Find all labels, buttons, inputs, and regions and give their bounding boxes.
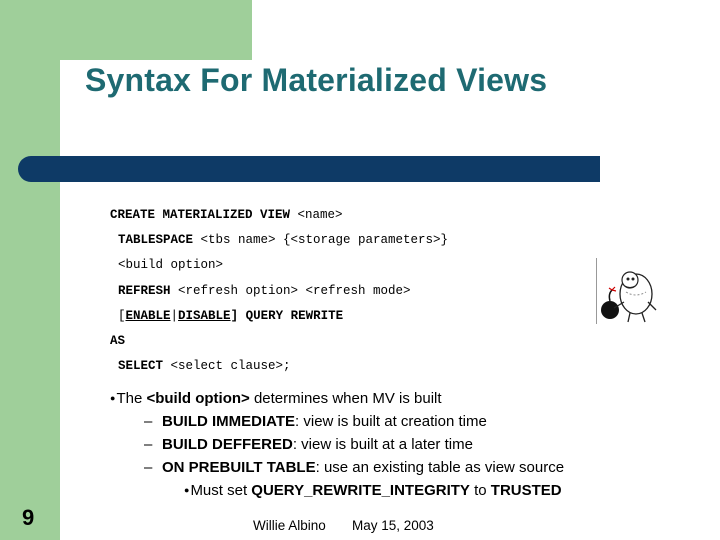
title-underline-bar — [18, 156, 600, 182]
footer-author: Willie Albino — [253, 518, 326, 533]
cartoon-bomb-icon — [596, 258, 660, 324]
slide-title: Syntax For Materialized Views — [85, 62, 548, 98]
page-number: 9 — [22, 505, 35, 530]
code-line-5: [ENABLE|DISABLE] QUERY REWRITE — [118, 309, 344, 323]
code-line-6: AS — [110, 334, 126, 348]
sub-bullet-build-deffered: – BUILD DEFFERED: view is built at a later time — [144, 436, 473, 453]
sub-bullet-on-prebuilt: – ON PREBUILT TABLE: use an existing table as view source — [144, 459, 565, 476]
code-line-3: <build option> — [118, 258, 224, 272]
top-accent-band — [0, 0, 252, 60]
bullet-main: ●The <build option> determines when MV is built — [110, 390, 442, 407]
footer-date: May 15, 2003 — [352, 518, 434, 533]
code-line-4: REFRESH <refresh option> <refresh mode> — [118, 284, 411, 298]
code-line-7: SELECT <select clause>; — [118, 359, 291, 373]
nested-bullet-query-rewrite: ●Must set QUERY_REWRITE_INTEGRITY to TRUSTED — [184, 482, 562, 499]
sub-bullet-build-immediate: – BUILD IMMEDIATE: view is built at creation time — [144, 413, 487, 430]
left-accent-band — [0, 0, 60, 540]
code-line-1: CREATE MATERIALIZED VIEW <name> — [110, 208, 343, 222]
code-line-2: TABLESPACE <tbs name> {<storage parameters>} — [118, 233, 449, 247]
